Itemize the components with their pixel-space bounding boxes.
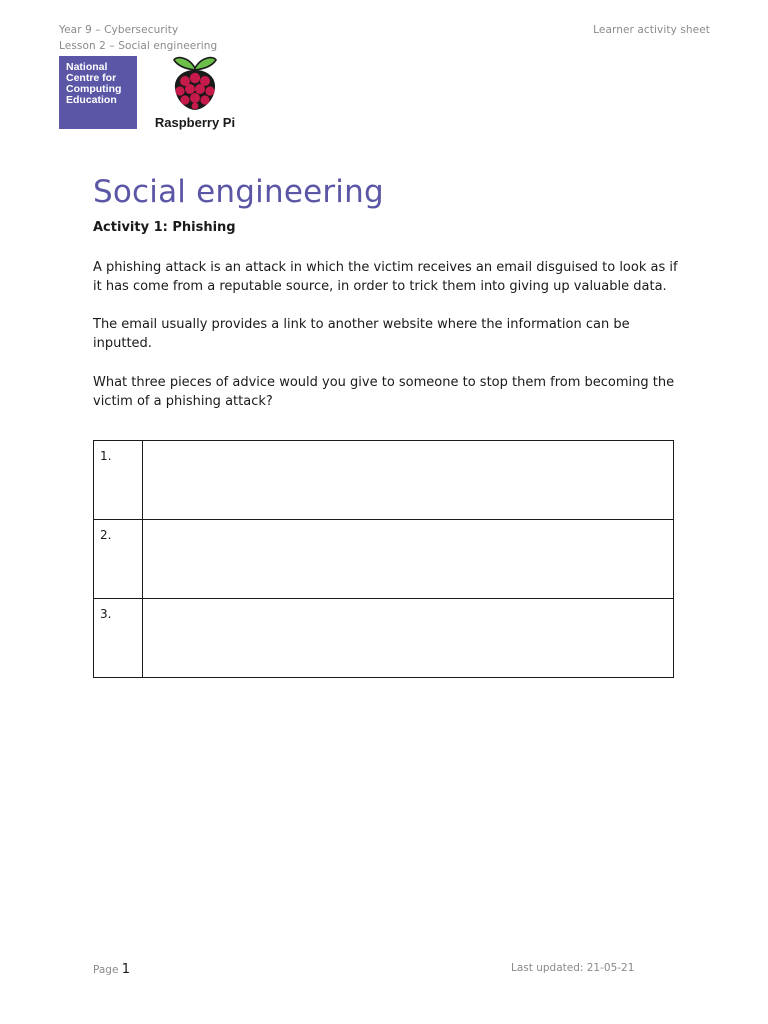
activity-heading: Activity 1: Phishing (93, 220, 236, 235)
raspberry-pi-label: Raspberry Pi (154, 115, 236, 130)
page-label: Page (93, 964, 119, 976)
raspberry-icon (168, 54, 222, 112)
row-number: 1. (94, 441, 143, 520)
answer-cell[interactable] (143, 441, 674, 520)
sheet-type-label: Learner activity sheet (593, 24, 710, 36)
ncce-logo-line: Centre for (66, 72, 117, 84)
answer-cell[interactable] (143, 520, 674, 599)
page-footer (93, 962, 130, 977)
ncce-logo-line: Computing (66, 83, 122, 95)
row-number: 3. (94, 599, 143, 678)
table-row (94, 441, 674, 520)
table-row (94, 520, 674, 599)
ncce-logo-line: National (66, 61, 108, 73)
table-row (94, 599, 674, 678)
ncce-logo (59, 56, 137, 129)
header-left (59, 22, 217, 54)
raspberry-pi-logo (152, 54, 238, 132)
course-label: Year 9 – Cybersecurity (59, 24, 179, 36)
lesson-label: Lesson 2 – Social engineering (59, 40, 218, 52)
last-updated-label: Last updated: 21-05-21 (511, 962, 635, 974)
page-title: Social engineering (93, 174, 384, 210)
page-number: 1 (121, 962, 131, 977)
row-number: 2. (94, 520, 143, 599)
intro-paragraph: A phishing attack is an attack in which the victim receives an email disguised to look as if it has come from a reputable source, in order to trick them into giving up valuable data. (93, 260, 678, 294)
ncce-logo-line: Education (66, 94, 117, 106)
answer-table (93, 440, 674, 678)
answer-cell[interactable] (143, 599, 674, 678)
link-paragraph: The email usually provides a link to another website where the information can be inputted. (93, 317, 630, 351)
question-paragraph: What three pieces of advice would you give to someone to stop them from becoming the victim of a phishing attack? (93, 375, 675, 409)
